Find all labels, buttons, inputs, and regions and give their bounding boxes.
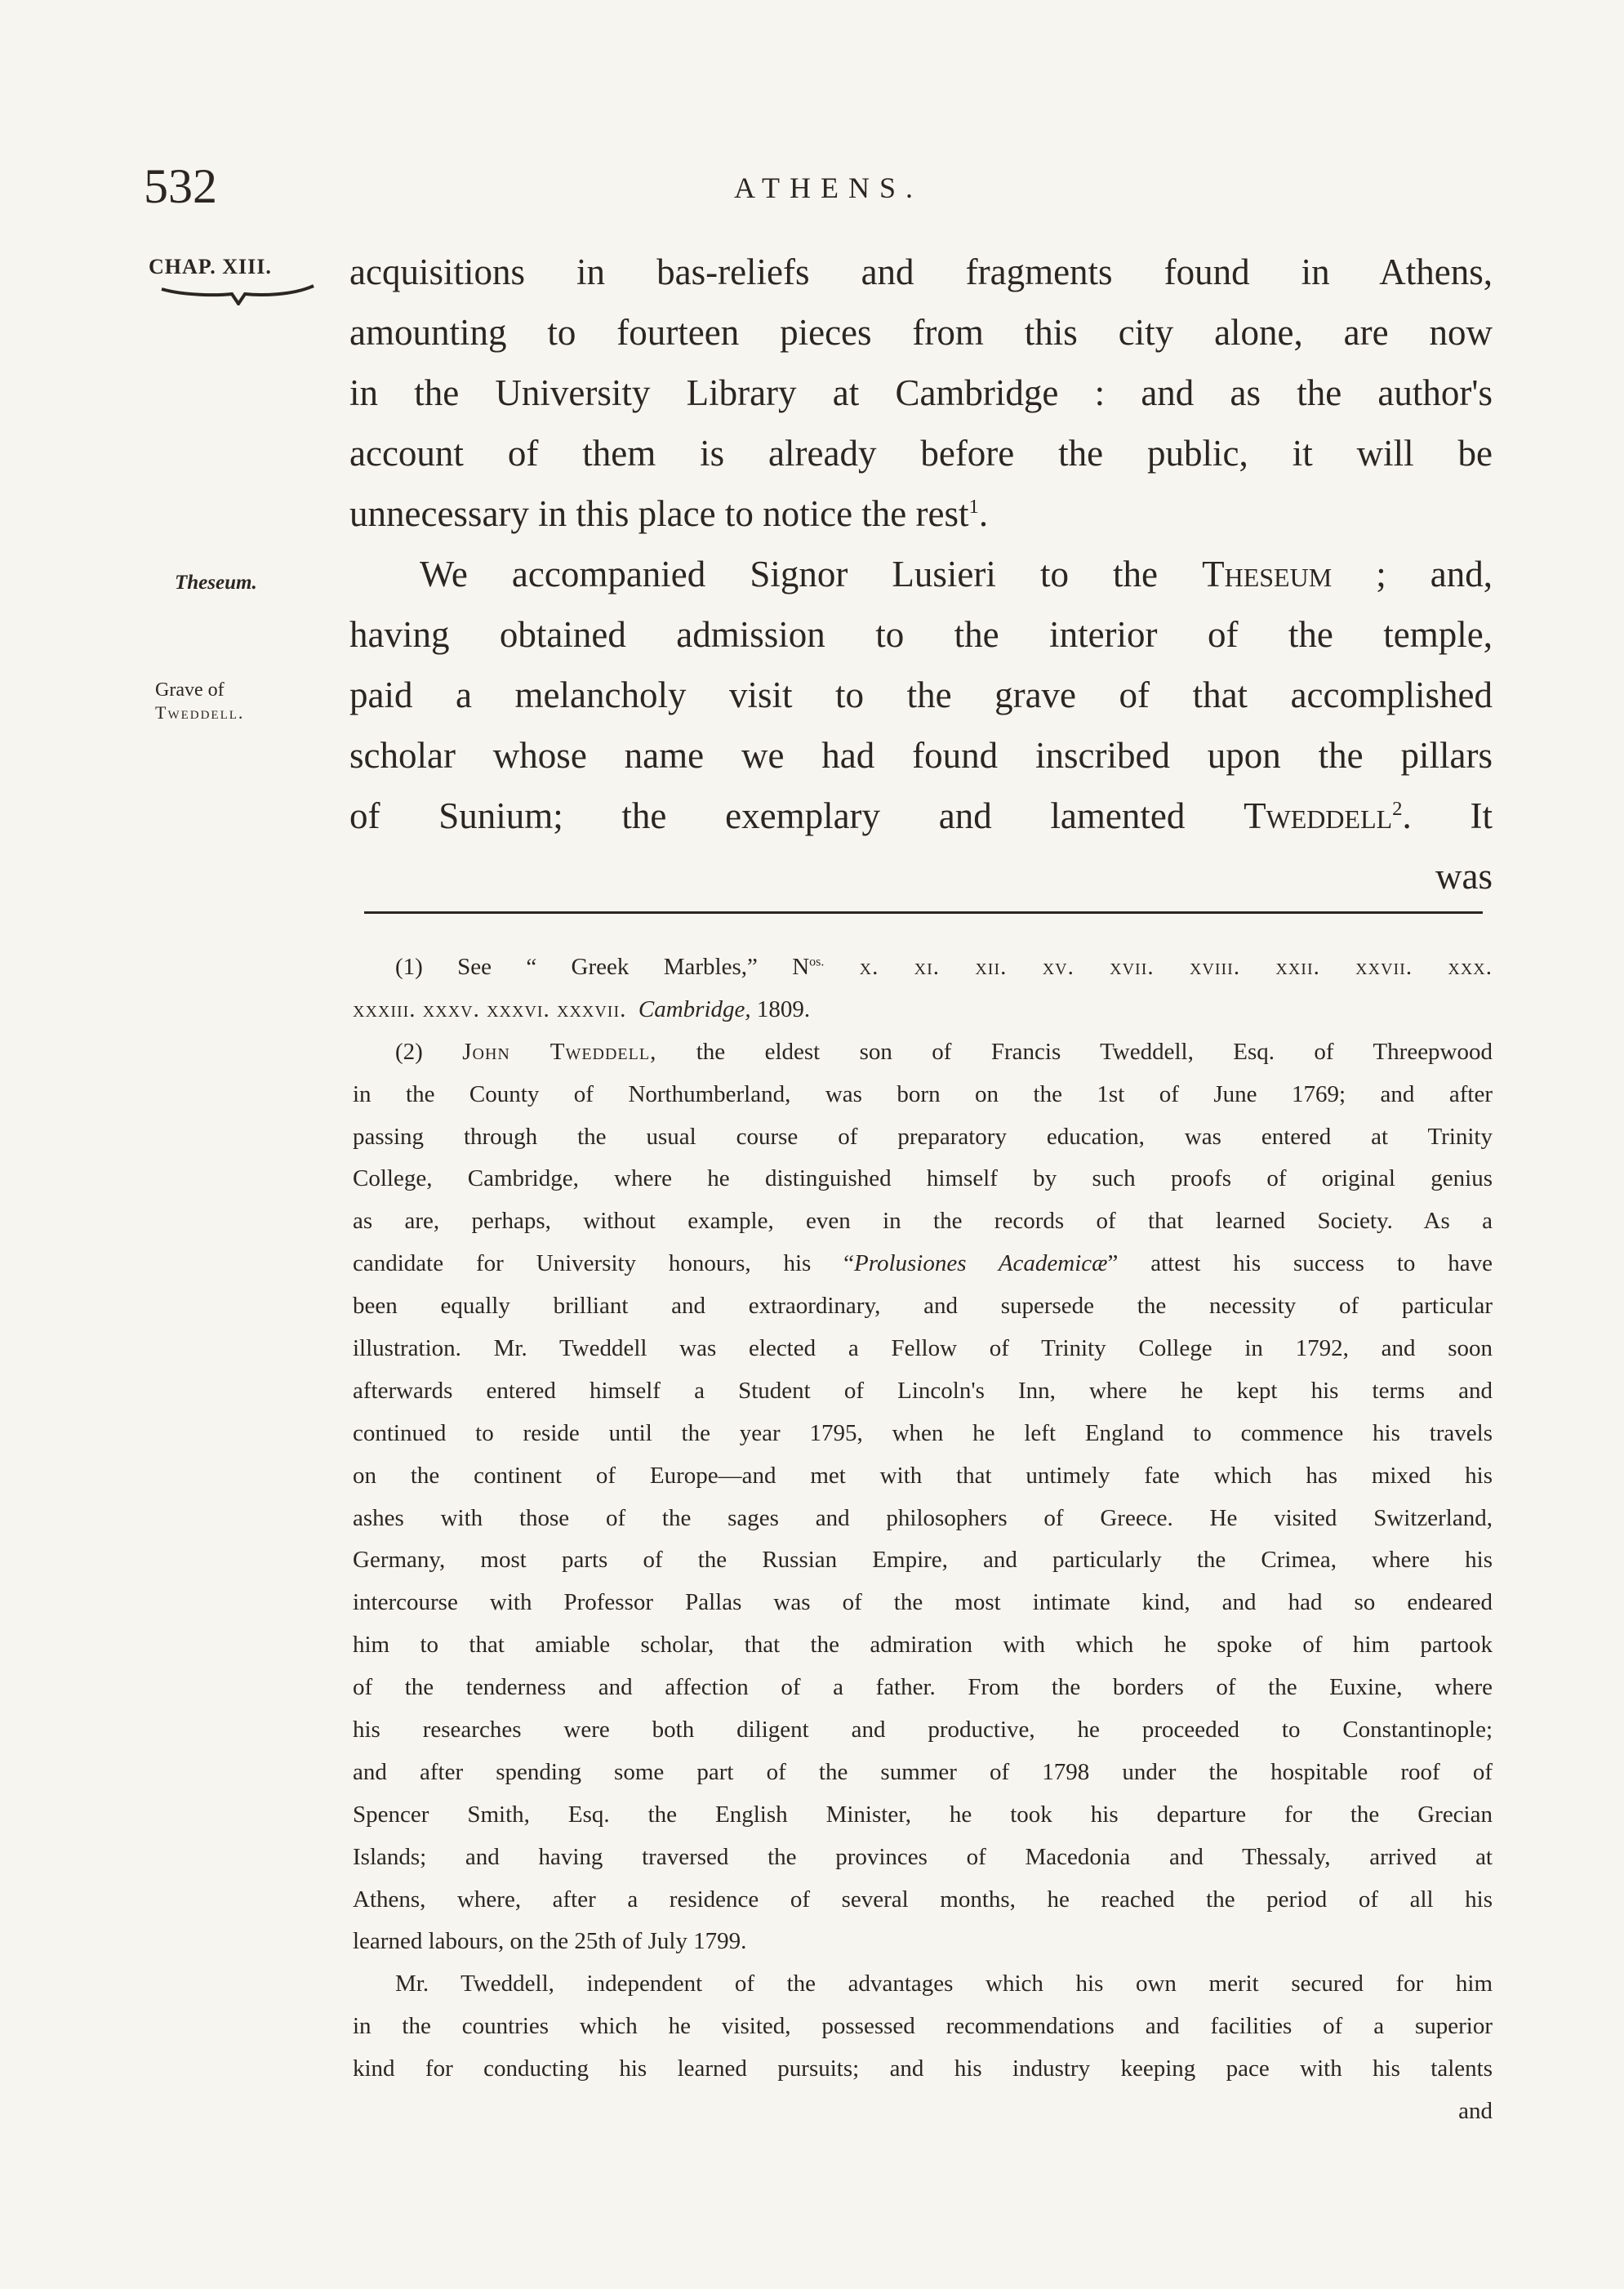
footnotes [353, 946, 1493, 2133]
footnote-line: College, Cambridge, where he distinguished himself by such proofs of original genius [353, 1165, 1493, 1192]
footnote-line: Mr. Tweddell, independent of the advantages which his own merit secured for him [395, 1971, 1493, 1997]
marginal-note-grave-line1: Grave of [155, 679, 225, 701]
footnote-line [353, 1243, 1493, 1285]
footnote-catchword: and [1458, 2098, 1493, 2125]
footnote-line: Islands; and having traversed the provinces of Macedonia and Thessaly, arrived at [353, 1843, 1493, 1870]
body-line-it: It [1470, 795, 1493, 836]
footnote-1-numbers: x. xi. xii. xv. xvii. xviii. xxii. xxvii. xxx. [824, 954, 1493, 980]
footnote-1-numbers: xxxiii. xxxv. xxxvi. xxxvii. [353, 995, 627, 1022]
body-line: paid a melancholy visit to the grave of that accomplished [349, 675, 1493, 715]
body-line [349, 786, 1493, 846]
footnote-1-year: 1809. [756, 995, 811, 1022]
footnote-line: of the tenderness and affection of a father. From the borders of the Euxine, where [353, 1674, 1493, 1701]
footnote-line: been equally brilliant and extraordinary, and supersede the necessity of particular [353, 1293, 1493, 1320]
marginal-note-grave [155, 679, 244, 724]
footnote-line [353, 989, 1493, 1031]
brace-ornament [160, 284, 315, 305]
body-line: in the University Library at Cambridge : and as the author's [349, 372, 1493, 413]
footnote-line: kind for conducting his learned pursuits; and his industry keeping pace with his talents [353, 2055, 1493, 2082]
catchword: was [1435, 856, 1493, 897]
footnote-line: as are, perhaps, without example, even in the records of that learned Society. As a [353, 1208, 1493, 1235]
footnote-line: Spencer Smith, Esq. the English Minister, he took his departure for the Grecian [353, 1801, 1493, 1828]
page-number: 532 [144, 159, 217, 213]
body-line: amounting to fourteen pieces from this city alone, are now [349, 312, 1493, 353]
body-line: acquisitions in bas-reliefs and fragments found in Athens, [349, 252, 1493, 292]
footnote-line: learned labours, on the 25th of July 1799. [353, 1928, 747, 1955]
body-line: scholar whose name we had found inscribed upon the pillars [349, 735, 1493, 776]
body-line: having obtained admission to the interior of the temple, [349, 614, 1493, 655]
footnote-rule [364, 911, 1483, 914]
footnote-line: ashes with those of the sages and philosophers of Greece. He visited Switzerland, [353, 1504, 1493, 1531]
footnote-2-title: Prolusiones Academicæ [854, 1250, 1108, 1277]
footnote-line: in the countries which he visited, possessed recommendations and facilities of a superior [353, 2013, 1493, 2040]
chapter-marginal-note: CHAP. XIII. [149, 255, 272, 278]
footnote-line: illustration. Mr. Tweddell was elected a Fellow of Trinity College in 1792, and soon [353, 1335, 1493, 1362]
footnote-line: him to that amiable scholar, that the admiration with which he spoke of him partook [353, 1632, 1493, 1659]
footnote-line: passing through the usual course of preparatory education, was entered at Trinity [353, 1123, 1493, 1150]
body-line-end: . [1402, 795, 1412, 836]
body-line: account of them is already before the public, it will be [349, 433, 1493, 474]
body-line-text: unnecessary in this place to notice the rest [349, 493, 969, 534]
footnote-line: and after spending some part of the summer of 1798 under the hospitable roof of [353, 1758, 1493, 1785]
footnote-line [353, 946, 1493, 989]
running-title: ATHENS. [733, 171, 923, 204]
theseum-name: Theseum [1202, 554, 1333, 595]
body-line [349, 483, 1493, 544]
footnote-line: his researches were both diligent and productive, he proceeded to Constantinople; [353, 1717, 1493, 1743]
body-line-text: of Sunium; the exemplary and lamented [349, 795, 1186, 836]
footnote-line: afterwards entered himself a Student of Lincoln's Inn, where he kept his terms and [353, 1377, 1493, 1404]
footnote-ref: 1 [968, 496, 979, 518]
body-line-text: We accompanied Signor Lusieri to the [420, 554, 1159, 595]
footnote-1-text: (1) See “ Greek Marbles,” N [395, 954, 810, 980]
footnote-line: intercourse with Professor Pallas was of the most intimate kind, and had so endeared [353, 1589, 1493, 1616]
body-line [349, 544, 1493, 604]
footnote-2-text: the eldest son of Francis Tweddell, Esq. of Threepwood [696, 1038, 1493, 1065]
footnote-line: in the County of Northumberland, was born on the 1st of June 1769; and after [353, 1080, 1493, 1107]
footnote-line: Athens, where, after a residence of several months, he reached the period of all his [353, 1886, 1493, 1913]
marginal-note-theseum: Theseum. [175, 572, 257, 594]
footnote-1-sup: os. [809, 955, 825, 969]
footnote-1-place: Cambridge, [638, 995, 751, 1022]
footnote-line: continued to reside until the year 1795, when he left England to commence his travels [353, 1419, 1493, 1446]
body-line-end: ; and, [1332, 554, 1493, 595]
footnote-2-text: ” attest his success to have [1107, 1250, 1493, 1277]
footnote-line: on the continent of Europe—and met with that untimely fate which has mixed his [353, 1462, 1493, 1489]
footnote-2-name: John Tweddell, [462, 1038, 657, 1065]
body-line-end: . [978, 493, 989, 534]
footnote-2-label: (2) [395, 1038, 423, 1065]
footnote-line [353, 1031, 1493, 1074]
footnote-line: Germany, most parts of the Russian Empire, and particularly the Crimea, where his [353, 1547, 1493, 1574]
tweddell-name: Tweddell [1244, 795, 1393, 836]
body-text [349, 242, 1493, 906]
marginal-note-grave-line2: Tweddell. [155, 702, 245, 723]
footnote-2-text: candidate for University honours, his “ [353, 1250, 855, 1277]
footnote-ref: 2 [1392, 798, 1403, 820]
